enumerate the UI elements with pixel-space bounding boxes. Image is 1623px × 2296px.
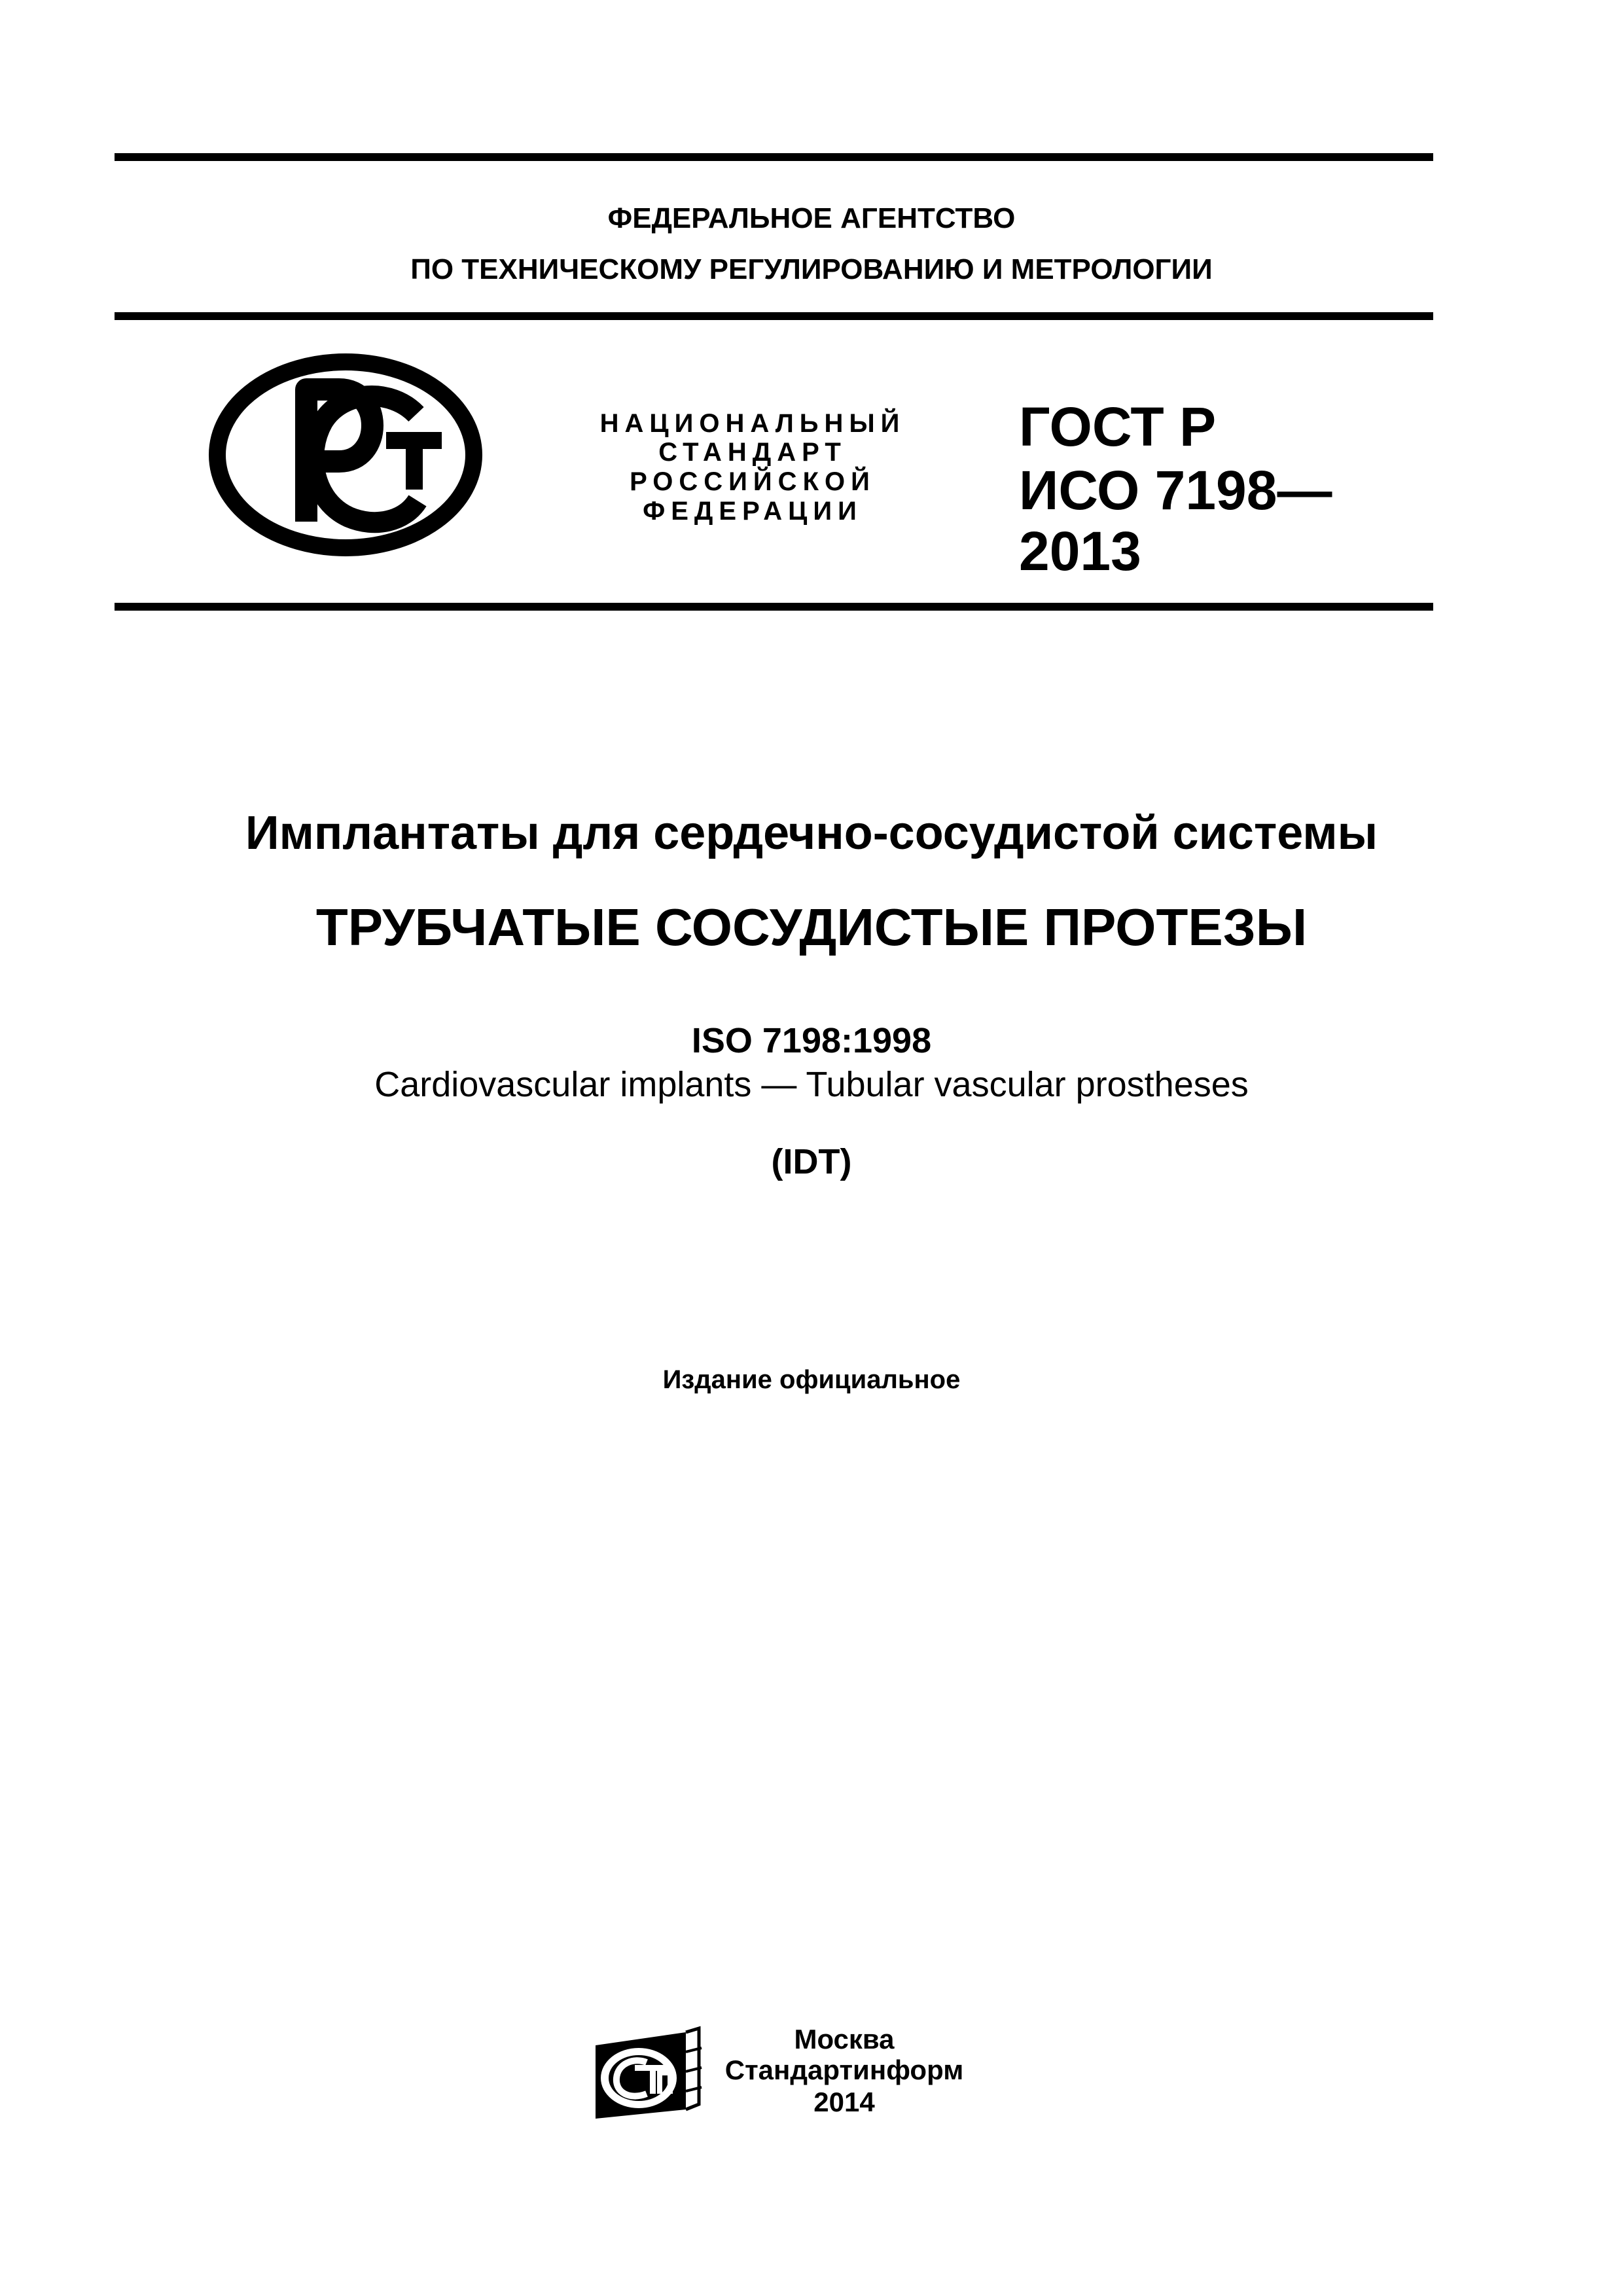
rst-logo bbox=[208, 350, 483, 560]
agency-name-line-1: ФЕДЕРАЛЬНОЕ АГЕНТСТВО bbox=[607, 202, 1016, 234]
publisher-city: Москва bbox=[794, 2024, 895, 2054]
edition-note: Издание официальное bbox=[662, 1365, 961, 1394]
agency-name-line-2: ПО ТЕХНИЧЕСКОМУ РЕГУЛИРОВАНИЮ И МЕТРОЛОГИИ bbox=[410, 253, 1213, 285]
iso-standard-number: ISO 7198:1998 bbox=[691, 1021, 932, 1060]
document-title-general: Имплантаты для сердечно-сосудистой системы bbox=[245, 807, 1378, 859]
national-standard-line-2: СТАНДАРТ bbox=[658, 438, 847, 467]
national-standard-line-1: НАЦИОНАЛЬНЫЙ bbox=[599, 409, 906, 438]
national-standard-line-4: ФЕДЕРАЦИИ bbox=[643, 497, 863, 526]
header-rule bbox=[115, 312, 1433, 320]
national-standard-line-3: РОССИЙСКОЙ bbox=[630, 467, 876, 496]
block-bottom-rule bbox=[115, 603, 1433, 611]
iso-standard-title: Cardiovascular implants — Tubular vascular prostheses bbox=[374, 1065, 1249, 1104]
document-title-specific: ТРУБЧАТЫЕ СОСУДИСТЫЕ ПРОТЕЗЫ bbox=[315, 898, 1308, 956]
publisher-name: Стандартинформ bbox=[724, 2054, 964, 2085]
standard-designation-line-2: ИСО 7198— bbox=[1019, 459, 1332, 521]
standard-designation-line-3: 2013 bbox=[1019, 520, 1141, 582]
standard-designation-line-1: ГОСТ Р bbox=[1019, 396, 1217, 457]
equivalence-degree: (IDT) bbox=[771, 1142, 852, 1181]
standartinform-logo bbox=[589, 2026, 704, 2124]
top-rule bbox=[115, 153, 1433, 161]
publication-year: 2014 bbox=[813, 2087, 875, 2117]
